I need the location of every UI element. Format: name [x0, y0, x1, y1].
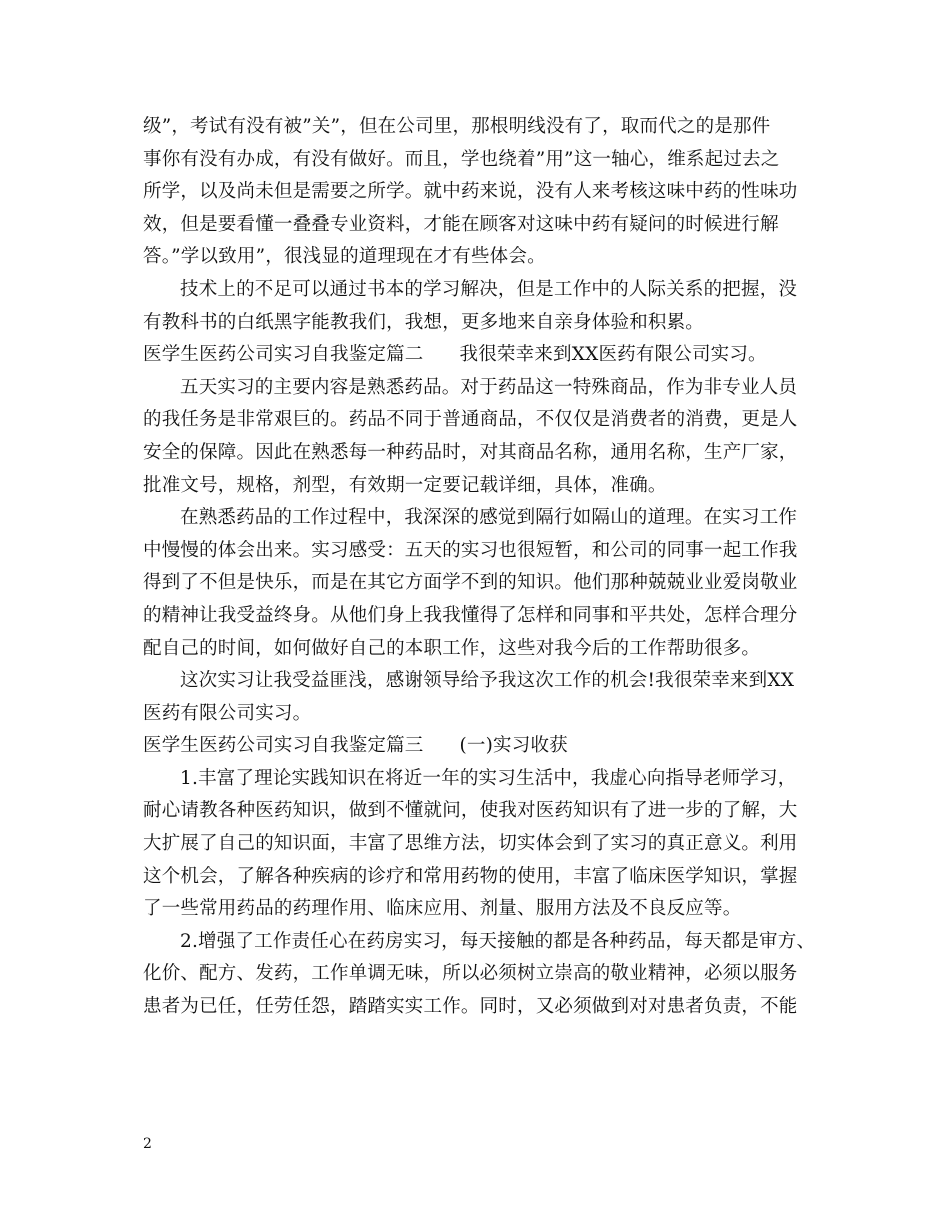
text-line: 所学，以及尚未但是需要之所学。就中药来说，没有人来考核这味中药的性味功: [143, 181, 798, 203]
text-line: 了一些常用药品的药理作用、临床应用、剂量、服用方法及不良反应等。: [143, 898, 742, 920]
text-line: 的我任务是非常艰巨的。药品不同于普通商品，不仅仅是消费者的消费，更是人: [143, 409, 798, 431]
text-line: 答。”学以致用”，很浅显的道理现在才有些体会。: [143, 246, 546, 268]
text-line: 配自己的时间，如何做好自己的本职工作，这些对我今后的工作帮助很多。: [143, 637, 761, 659]
section-title: 医学生医药公司实习自我鉴定篇三: [143, 735, 424, 757]
text-line: 五天实习的主要内容是熟悉药品。对于药品这一特殊商品，作为非专业人员: [180, 376, 798, 398]
text-line: 在熟悉药品的工作过程中，我深深的感觉到隔行如隔山的道理。在实习工作: [180, 507, 798, 529]
text-line: 的精神让我受益终身。从他们身上我我懂得了怎样和同事和平共处，怎样合理分: [143, 604, 798, 626]
text-line: 事你有没有办成，有没有做好。而且，学也绕着”用”这一轴心，维系起过去之: [143, 148, 780, 170]
section-lead-text: 我很荣幸来到XX医药有限公司实习。: [459, 344, 767, 366]
text-line: 得到了不但是快乐，而是在其它方面学不到的知识。他们那种兢兢业业爱岗敬业: [143, 572, 798, 594]
text-line: 安全的保障。因此在熟悉每一种药品时，对其商品名称，通用名称，生产厂家，: [143, 441, 798, 463]
text-line: 2.增强了工作责任心在药房实习，每天接触的都是各种药品，每天都是审方、: [180, 930, 816, 952]
text-line: 效，但是要看懂一叠叠专业资料，才能在顾客对这味中药有疑问的时候进行解: [143, 213, 779, 235]
section-heading: [143, 339, 825, 372]
text-line: 这次实习让我受益匪浅，感谢领导给予我这次工作的机会!我很荣幸来到XX: [180, 670, 795, 692]
section-heading: [143, 730, 825, 763]
page-number: 2: [143, 1136, 152, 1152]
text-line: 1.丰富了理论实践知识在将近一年的实习生活中，我虚心向指导老师学习，: [180, 767, 797, 789]
text-line: 化价、配方、发药，工作单调无味，所以必须树立崇高的敬业精神，必须以服务: [143, 963, 798, 985]
text-line: 这个机会，了解各种疾病的诊疗和常用药物的使用，丰富了临床医学知识，掌握: [143, 865, 798, 887]
text-line: 医药有限公司实习。: [143, 702, 312, 724]
text-line: 耐心请教各种医药知识，做到不懂就问，使我对医药知识有了进一步的了解，大: [143, 800, 798, 822]
text-line: 批准文号，规格，剂型，有效期一定要记载详细，具体，准确。: [143, 474, 667, 496]
section-title: 医学生医药公司实习自我鉴定篇二: [143, 344, 424, 366]
text-line: 有教科书的白纸黑字能教我们，我想，更多地来自亲身体验和积累。: [143, 311, 705, 333]
text-line: 中慢慢的体会出来。实习感受：五天的实习也很短暂，和公司的同事一起工作我: [143, 539, 798, 561]
text-line: 患者为已任，任劳任怨，踏踏实实工作。同时，又必须做到对对患者负责，不能: [143, 996, 798, 1018]
document-body: [143, 111, 825, 1024]
text-line: 技术上的不足可以通过书本的学习解决，但是工作中的人际关系的把握，没: [180, 278, 798, 300]
text-line: 级”，考试有没有被”关”，但在公司里，那根明线没有了，取而代之的是那件: [143, 116, 771, 137]
section-lead-text: (一)实习收获: [459, 735, 568, 757]
text-line: 大扩展了自己的知识面，丰富了思维方法，切实体会到了实习的真正意义。利用: [143, 833, 798, 855]
